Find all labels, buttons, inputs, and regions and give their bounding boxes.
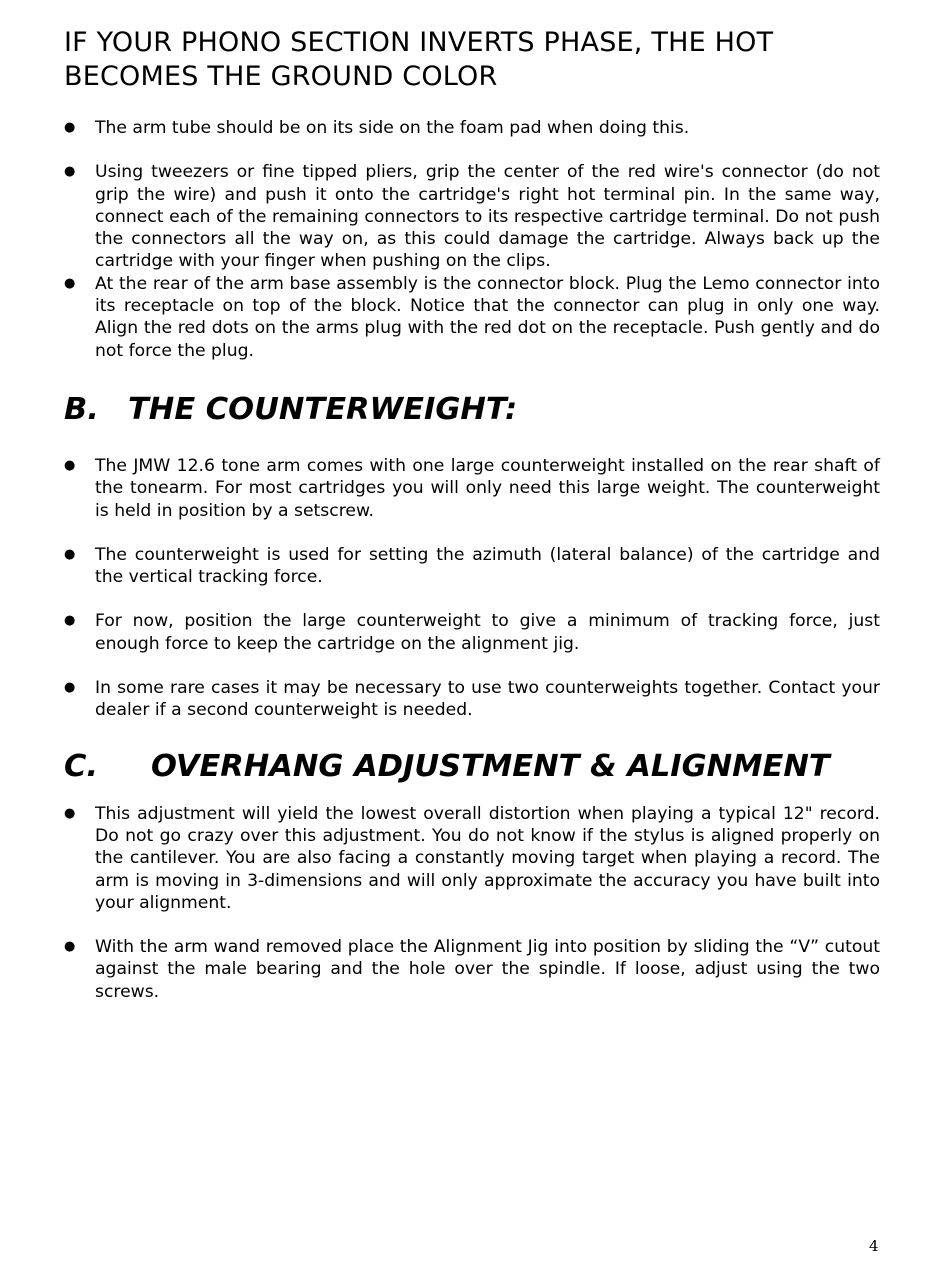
bullet-text: The arm tube should be on its side on the foam pad when doing this. — [95, 118, 690, 138]
bullet-text: With the arm wand removed place the Alignment Jig into position by sliding the “V” cutout against the male bearing and the hole over the spindle. If loose, adjust using the two screws. — [95, 937, 880, 1002]
bullet-text: This adjustment will yield the lowest overall distortion when playing a typical 12" record. Do not go crazy over this adjustment. You do not know if the stylus is aligned properly on the cantilever. You are also facing a constantly moving target when playing a record. The arm is moving in 3-dimensions and will only approximate the accuracy you have built into your alignment. — [95, 803, 880, 913]
bullet-icon: ● — [64, 680, 76, 696]
document-page — [64, 26, 880, 1003]
bullet-text: The counterweight is used for setting the azimuth (lateral balance) of the cartridge and the vertical tracking force. — [95, 544, 880, 588]
intro-bullet-list — [64, 117, 880, 362]
bullet-item — [64, 455, 880, 522]
bullet-item — [64, 544, 880, 589]
section-b-letter: B. — [64, 391, 99, 427]
page-number: 4 — [869, 1237, 879, 1255]
bullet-icon: ● — [64, 457, 76, 473]
bullet-text: For now, position the large counterweight to give a minimum of tracking force, just enough force to keep the cartridge on the alignment jig. — [95, 611, 880, 654]
section-c-heading — [64, 747, 880, 787]
bullet-item — [64, 117, 880, 139]
bullet-text: At the rear of the arm base assembly is the connector block. Plug the Lemo connector into its receptacle on top of the block. Notice that the connector can plug in only one way. Align the red dots on the arms plug with the red dot on the receptacle. Push gently and do not force the plug. — [95, 273, 880, 361]
section-b-bullet-list — [64, 455, 880, 722]
bullet-item — [64, 273, 880, 362]
bullet-text: Using tweezers or fine tipped pliers, grip the center of the red wire's connector (do not grip the wire) and push it onto the cartridge's right hot terminal pin. In the same way, connect each of the remaining connectors to its respective cartridge terminal. Do not push the connectors all the way on, as this could damage the cartridge. Always back up the cartridge with your finger when pushing on the clips. — [95, 162, 880, 272]
bullet-item — [64, 610, 880, 655]
bullet-item — [64, 936, 880, 1003]
section-c-letter: C. — [64, 748, 98, 784]
section-c-bullet-list — [64, 803, 880, 1003]
phase-warning-heading-line1: IF YOUR PHONO SECTION INVERTS PHASE, THE HOT — [64, 27, 774, 58]
phase-warning-heading-line2: BECOMES THE GROUND COLOR — [64, 61, 498, 92]
bullet-icon: ● — [64, 613, 76, 629]
bullet-icon: ● — [64, 120, 76, 135]
bullet-item — [64, 803, 880, 914]
bullet-icon: ● — [64, 805, 76, 821]
section-c-title: OVERHANG ADJUSTMENT & ALIGNMENT — [151, 748, 830, 784]
bullet-text: The JMW 12.6 tone arm comes with one large counterweight installed on the rear shaft of the tonearm. For most cartridges you will only need this large weight. The counterweight is held in position by a setscrew. — [95, 455, 880, 521]
bullet-icon: ● — [64, 164, 76, 180]
bullet-icon: ● — [64, 546, 76, 562]
bullet-text: In some rare cases it may be necessary to use two counterweights together. Contact your dealer if a second counterweight is needed. — [95, 678, 880, 721]
section-b-title: THE COUNTERWEIGHT: — [128, 391, 518, 427]
bullet-icon: ● — [64, 275, 76, 291]
section-b-heading — [64, 390, 880, 430]
phase-warning-heading — [64, 26, 880, 94]
bullet-item — [64, 161, 880, 272]
bullet-item — [64, 677, 880, 722]
bullet-icon: ● — [64, 939, 76, 955]
